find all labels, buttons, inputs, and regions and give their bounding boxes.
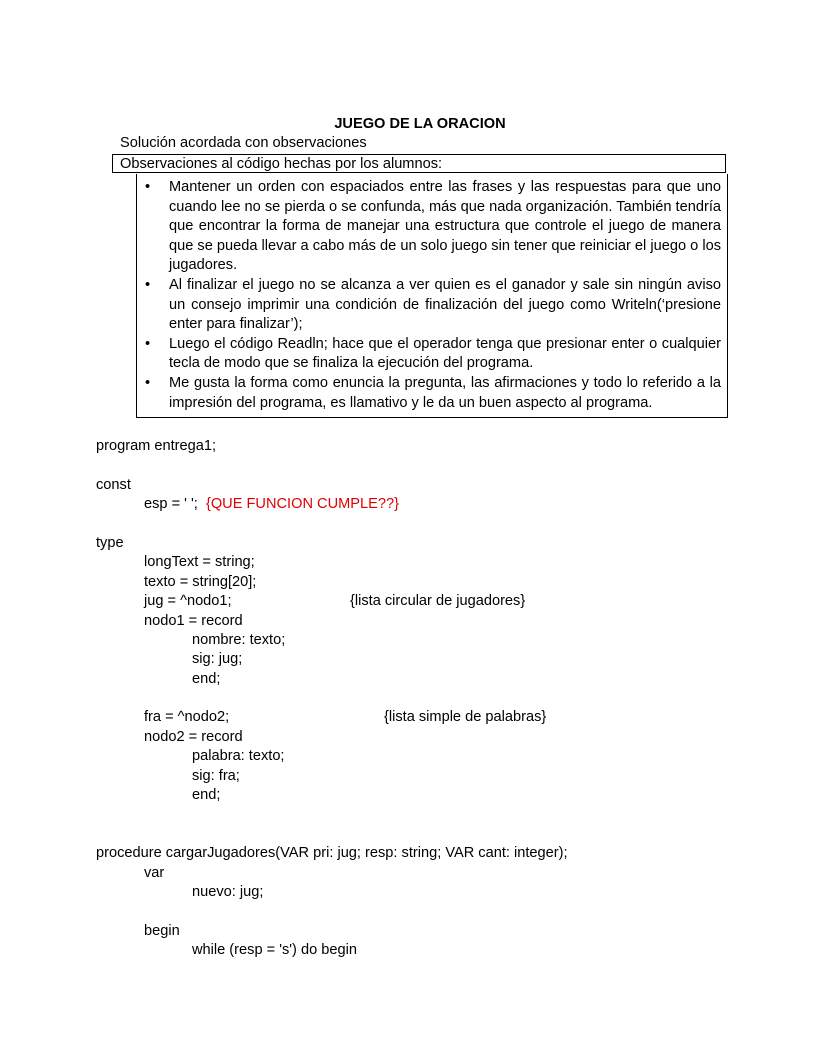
code-line-sig-fra: sig: fra; xyxy=(192,767,240,784)
bullet-icon: • xyxy=(145,179,151,195)
esp-comment: {QUE FUNCION CUMPLE??} xyxy=(205,496,399,513)
list-item xyxy=(137,374,721,413)
observation-text: Me gusta la forma como enuncia la pregunta, las afirmaciones y todo lo referido a la impresión del programa, es llamativo y le da un buen aspecto al programa. xyxy=(169,374,721,411)
code-line-nuevo: nuevo: jug; xyxy=(192,883,264,900)
code-line-while: while (resp = 's') do begin xyxy=(192,942,357,959)
observation-text: Luego el código Readln; hace que el operador tenga que presionar enter o cualquier tecla de modo que se finaliza la ejecución del programa. xyxy=(169,335,721,372)
subtitle: Solución acordada con observaciones xyxy=(120,135,367,151)
observation-text: Al finalizar el juego no se alcanza a ver quien es el ganador y sale sin ningún aviso un consejo imprimir una condición de finalización del juego como Writeln(‘presione enter para finalizar’); xyxy=(169,276,721,333)
list-item xyxy=(137,335,721,374)
observations-header: Observaciones al código hechas por los alumnos: xyxy=(112,154,726,173)
code-listing xyxy=(96,437,568,961)
fra-comment: {lista simple de palabras} xyxy=(384,709,547,726)
jug-comment: {lista circular de jugadores} xyxy=(350,593,526,610)
code-line-const: const xyxy=(96,476,131,493)
code-line-program: program entrega1; xyxy=(96,438,217,454)
code-line-sig-jug: sig: jug; xyxy=(192,651,243,668)
code-line-fra xyxy=(96,708,568,727)
bullet-icon: • xyxy=(145,374,151,391)
code-line-begin: begin xyxy=(144,922,180,939)
code-line-end1: end; xyxy=(192,670,221,687)
code-line-nombre: nombre: texto; xyxy=(192,631,286,648)
code-line-esp xyxy=(96,495,568,514)
code-line-nodo1: nodo1 = record xyxy=(144,612,243,629)
code-line-longtext: longText = string; xyxy=(144,554,255,571)
bullet-icon: • xyxy=(145,276,151,293)
observations-box xyxy=(136,174,728,418)
esp-declaration: esp = ' '; xyxy=(144,496,198,513)
code-line-jug xyxy=(96,592,568,611)
list-item xyxy=(137,276,721,335)
bullet-icon: • xyxy=(145,335,151,352)
fra-declaration: fra = ^nodo2; xyxy=(144,709,230,726)
observation-text: Mantener un orden con espaciados entre las frases y las respuestas para que uno cuando lee no se pierda o se confunda, más que nada organización. También tendría que encontrar la forma de manejar una estructura que controle el juego de manera que se pueda llevar a cabo más de un solo juego sin tener que reiniciar el juego o los jugadores. xyxy=(169,179,721,274)
code-line-var: var xyxy=(144,864,165,881)
page-title: JUEGO DE LA ORACION xyxy=(334,116,506,132)
code-line-palabra: palabra: texto; xyxy=(192,748,285,765)
code-line-nodo2: nodo2 = record xyxy=(144,728,243,745)
code-line-type: type xyxy=(96,534,124,551)
code-line-end2: end; xyxy=(192,787,221,804)
list-item xyxy=(137,178,721,276)
observations-list xyxy=(137,174,727,413)
code-line-procedure: procedure cargarJugadores(VAR pri: jug; resp: string; VAR cant: integer); xyxy=(96,845,568,862)
code-line-texto: texto = string[20]; xyxy=(144,573,257,590)
jug-declaration: jug = ^nodo1; xyxy=(144,593,232,610)
